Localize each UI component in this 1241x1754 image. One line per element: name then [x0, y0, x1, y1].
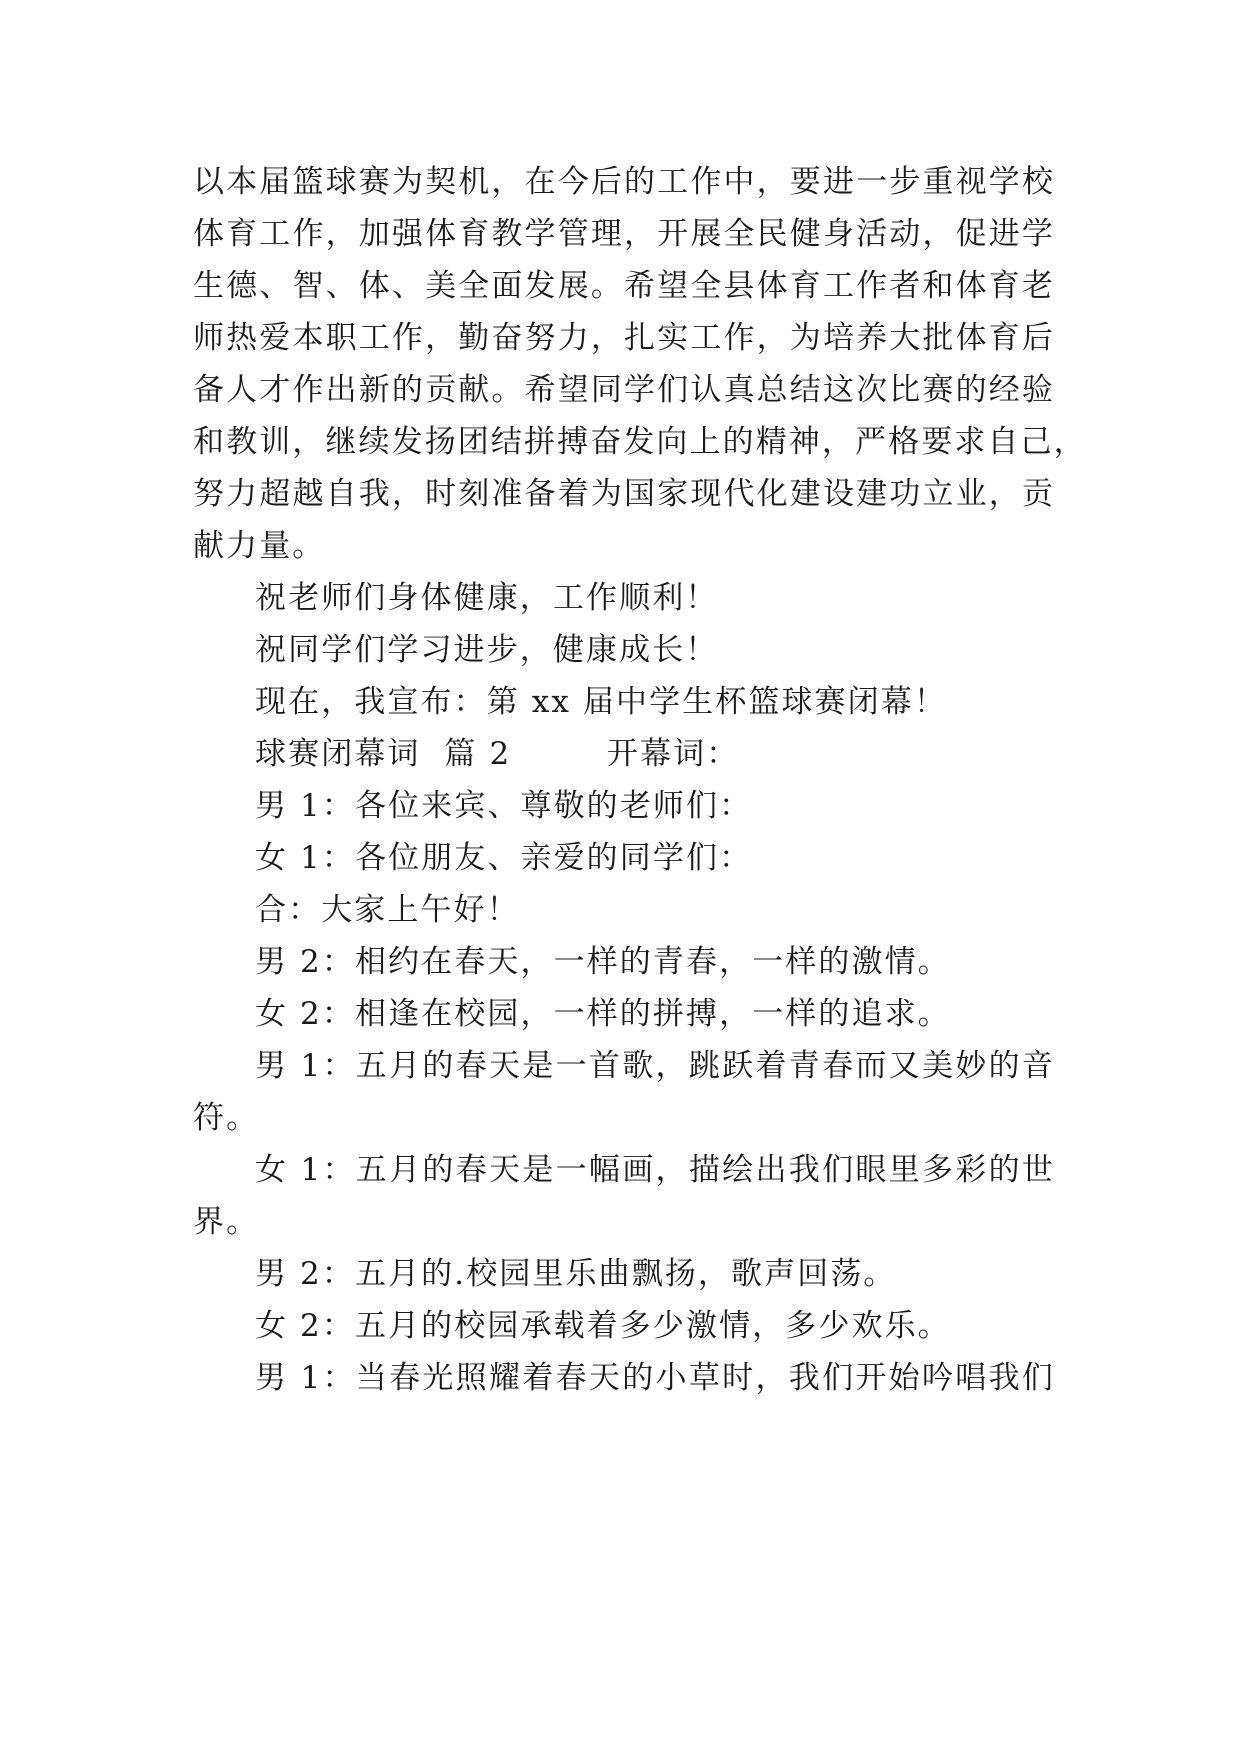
paragraph-line: 体育工作，加强体育教学管理，开展全民健身活动，促进学 [193, 216, 1055, 252]
paragraph-line: 备人才作出新的贡献。希望同学们认真总结这次比赛的经验 [193, 372, 1055, 408]
dialogue-line: 男 1：五月的春天是一首歌，跳跃着青春而又美妙的音 [255, 1048, 1055, 1084]
paragraph-line: 和教训，继续发扬团结拼搏奋发向上的精神，严格要求自己， [193, 424, 1087, 460]
dialogue-line: 女 1：五月的春天是一幅画，描绘出我们眼里多彩的世 [255, 1152, 1055, 1188]
dialogue-line: 男 1：各位来宾、尊敬的老师们： [255, 788, 753, 824]
paragraph-line: 祝老师们身体健康，工作顺利！ [255, 580, 719, 616]
dialogue-line: 男 1：当春光照耀着春天的小草时，我们开始吟唱我们 [255, 1360, 1055, 1396]
paragraph-line: 祝同学们学习进步，健康成长！ [255, 632, 719, 668]
paragraph-line: 生德、智、体、美全面发展。希望全县体育工作者和体育老 [193, 268, 1055, 304]
paragraph-line: 献力量。 [193, 528, 326, 564]
dialogue-line: 女 1：各位朋友、亲爱的同学们： [255, 840, 753, 876]
dialogue-line: 女 2：五月的校园承载着多少激情，多少欢乐。 [255, 1308, 951, 1344]
dialogue-line: 符。 [193, 1100, 260, 1136]
dialogue-line: 男 2：相约在春天，一样的青春，一样的激情。 [255, 944, 951, 980]
dialogue-line: 男 2：五月的.校园里乐曲飘扬，歌声回荡。 [255, 1256, 897, 1292]
section-heading: 球赛闭幕词 篇 2 开幕词： [255, 736, 740, 772]
dialogue-line: 界。 [193, 1204, 260, 1240]
dialogue-line: 合：大家上午好！ [255, 892, 520, 928]
paragraph-line: 师热爱本职工作，勤奋努力，扎实工作，为培养大批体育后 [193, 320, 1055, 356]
paragraph-line: 现在，我宣布：第 xx 届中学生杯篮球赛闭幕！ [255, 684, 947, 720]
dialogue-line: 女 2：相逢在校园，一样的拼搏，一样的追求。 [255, 996, 951, 1032]
paragraph-line: 努力超越自我，时刻准备着为国家现代化建设建功立业，贡 [193, 476, 1055, 512]
paragraph-line: 以本届篮球赛为契机，在今后的工作中，要进一步重视学校 [193, 164, 1055, 200]
